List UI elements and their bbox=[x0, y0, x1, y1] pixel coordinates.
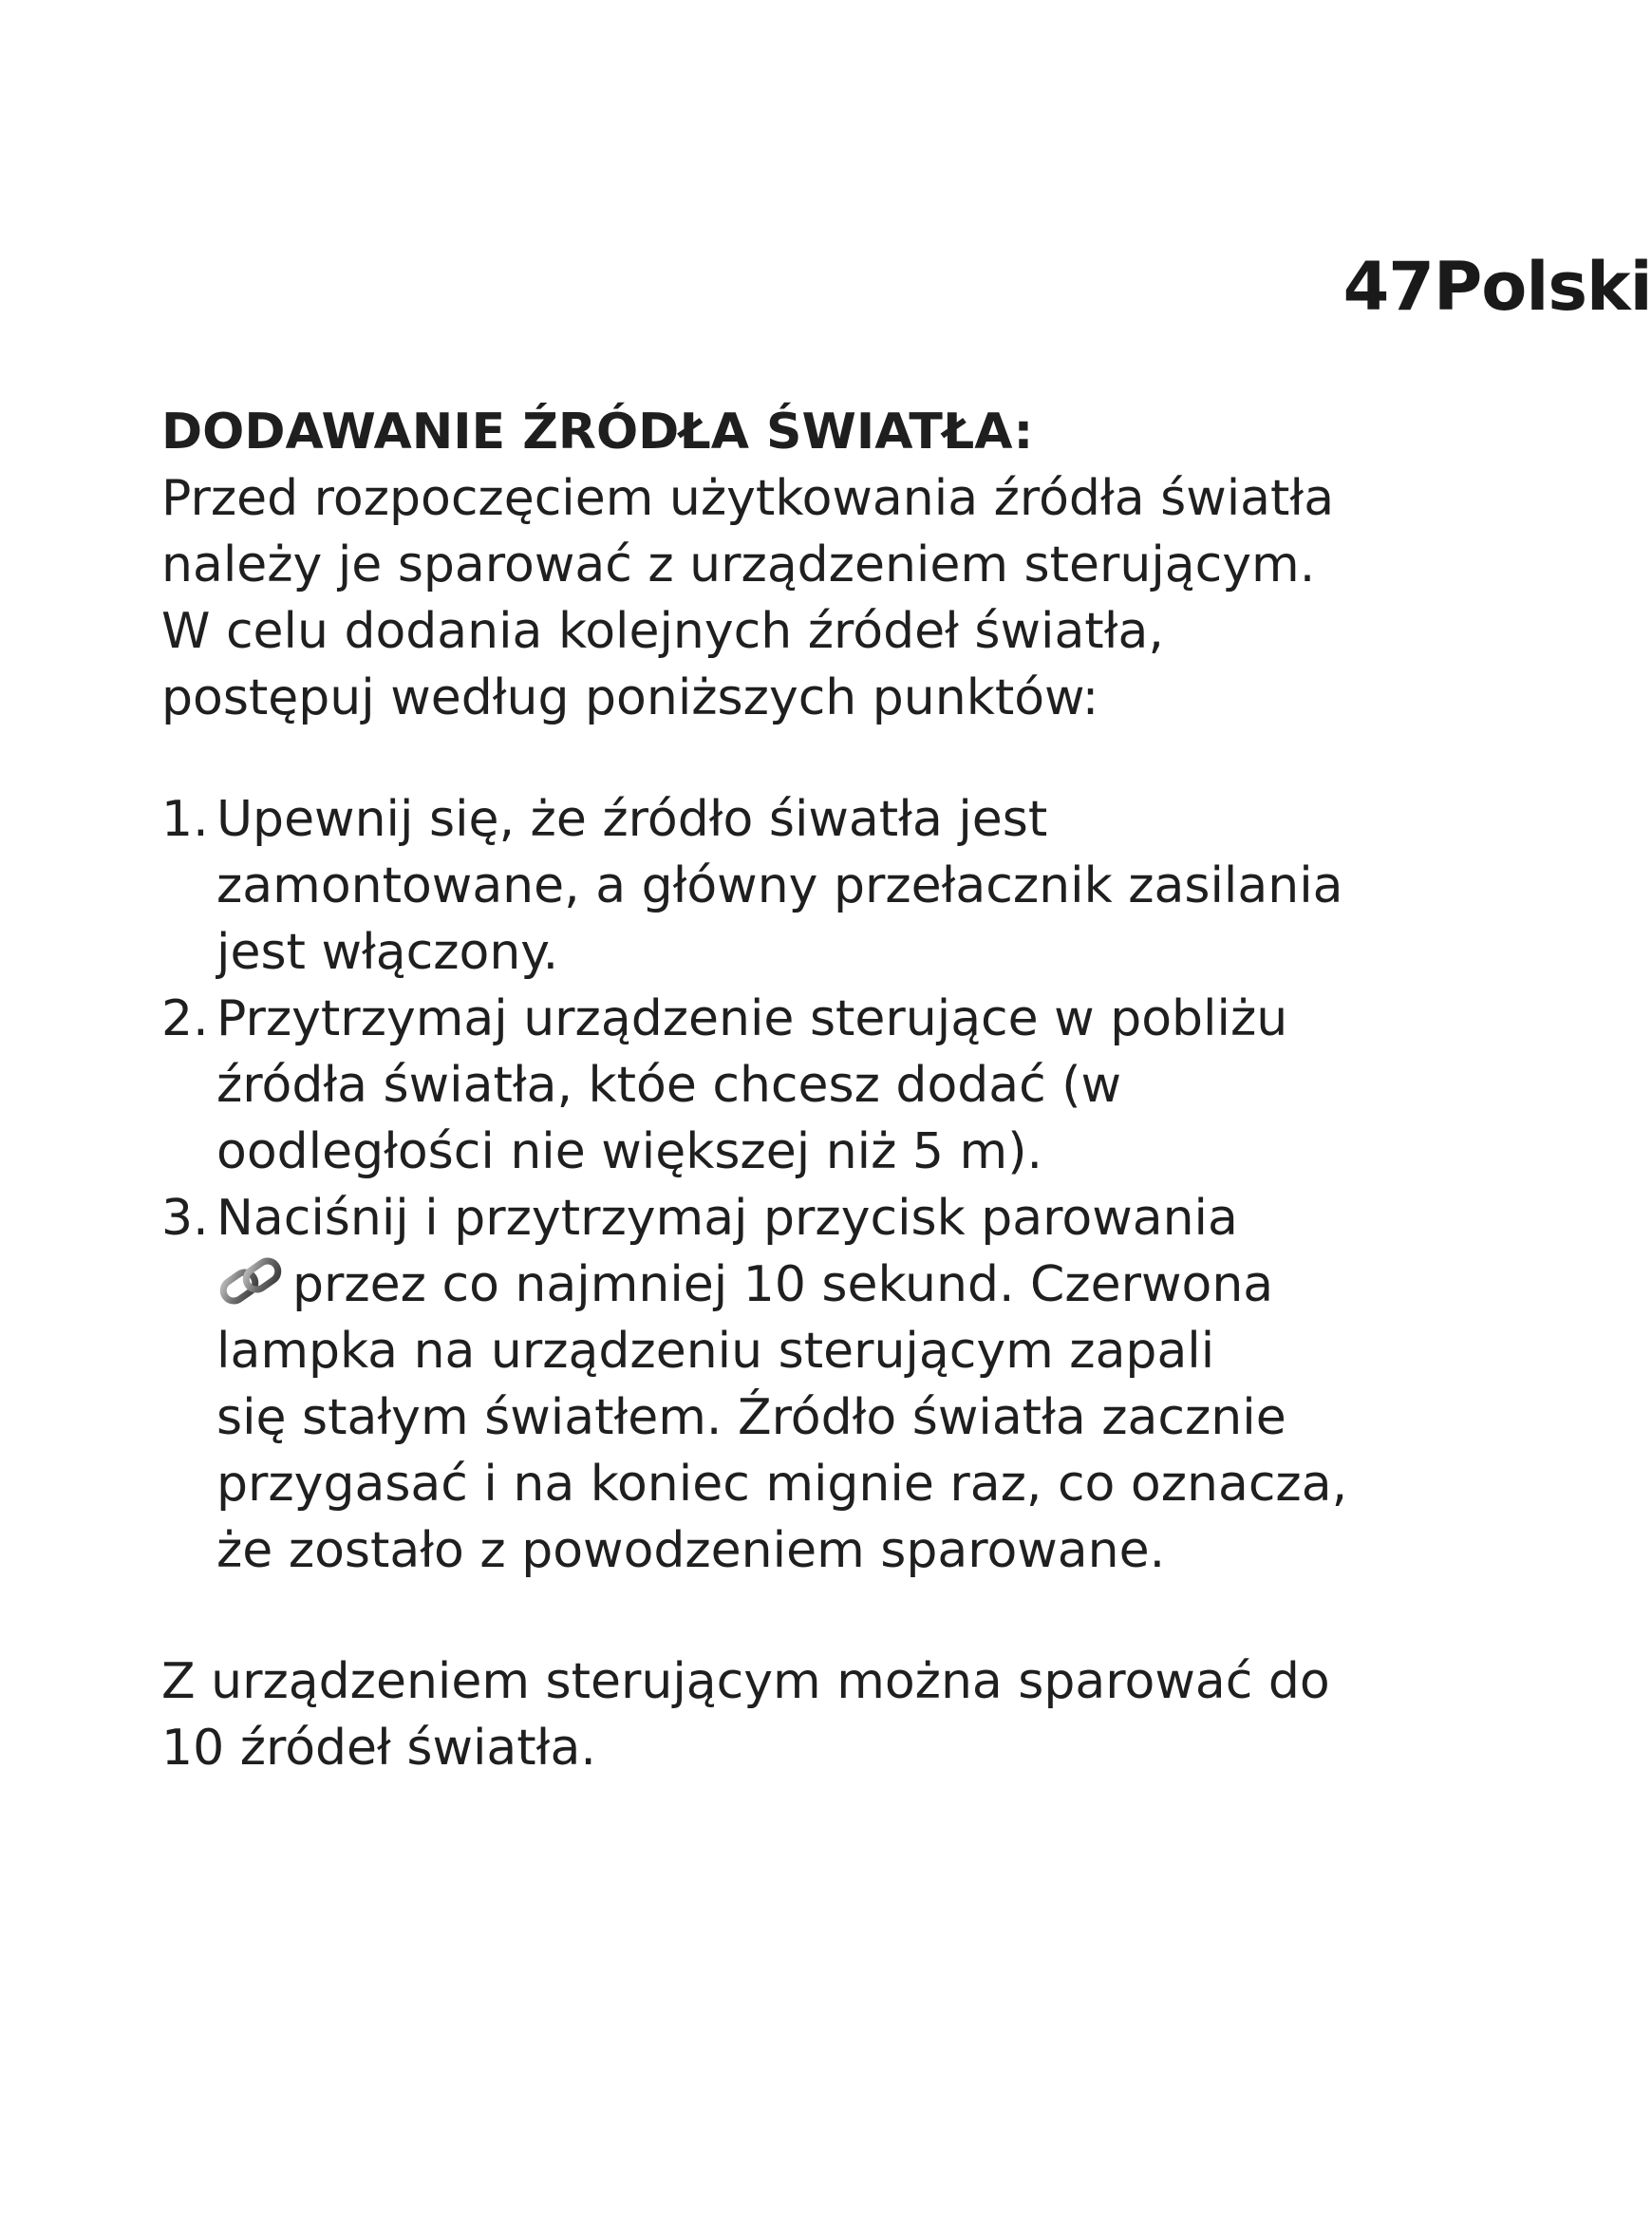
intro-line: postępuj według poniższych punktów: bbox=[161, 669, 1099, 726]
intro-line: należy je sparować z urządzeniem sterującym. bbox=[161, 536, 1316, 593]
step-item-1 bbox=[161, 786, 1491, 986]
link-pairing-icon bbox=[216, 1255, 287, 1308]
steps-list bbox=[161, 786, 1491, 1584]
step-item-2 bbox=[161, 986, 1491, 1185]
step-line: źródła światła, któe chcesz dodać (w bbox=[216, 1057, 1122, 1114]
step-line: Przytrzymaj urządzenie sterujące w pobliżu bbox=[216, 990, 1288, 1047]
footer-line: 10 źródeł światła. bbox=[161, 1720, 596, 1777]
step-line: zamontowane, a główny przełacznik zasilania bbox=[216, 857, 1343, 914]
instruction-section bbox=[161, 399, 1491, 1781]
step-line: oodległości nie większej niż 5 m). bbox=[216, 1123, 1043, 1180]
step-line: jest włączony. bbox=[216, 924, 559, 981]
step-number: 2. bbox=[161, 990, 209, 1047]
intro-paragraph bbox=[161, 465, 1491, 731]
step-line: Naciśnij i przytrzymaj przycisk parowania bbox=[216, 1190, 1238, 1247]
step-line: lampka na urządzeniu sterującym zapali bbox=[216, 1323, 1215, 1380]
language-label: Polski bbox=[1434, 248, 1652, 326]
step-number: 1. bbox=[161, 791, 209, 848]
step-line: że zostało z powodzeniem sparowane. bbox=[216, 1522, 1166, 1579]
step-item-3 bbox=[161, 1185, 1491, 1584]
step-line-with-icon bbox=[216, 1252, 1491, 1318]
intro-line: W celu dodania kolejnych źródeł światła, bbox=[161, 603, 1164, 660]
step-line: się stałym światłem. Źródło światła zacznie bbox=[216, 1389, 1286, 1446]
page-number-value: 47 bbox=[1342, 248, 1434, 326]
step-line: Upewnij się, że źródło śiwatła jest bbox=[216, 791, 1048, 848]
footer-line: Z urządzeniem sterującym można sparować do bbox=[161, 1653, 1330, 1710]
footer-note bbox=[161, 1648, 1491, 1781]
step-number: 3. bbox=[161, 1190, 209, 1247]
section-heading: DODAWANIE ŹRÓDŁA ŚWIATŁA: bbox=[161, 404, 1034, 461]
step-line: przygasać i na koniec mignie raz, co oznacza, bbox=[216, 1456, 1348, 1513]
step-line-text: przez co najmniej 10 sekund. Czerwona bbox=[292, 1256, 1274, 1313]
intro-line: Przed rozpoczęciem użytkowania źródła światła bbox=[161, 470, 1335, 527]
page-number bbox=[1342, 248, 1652, 326]
